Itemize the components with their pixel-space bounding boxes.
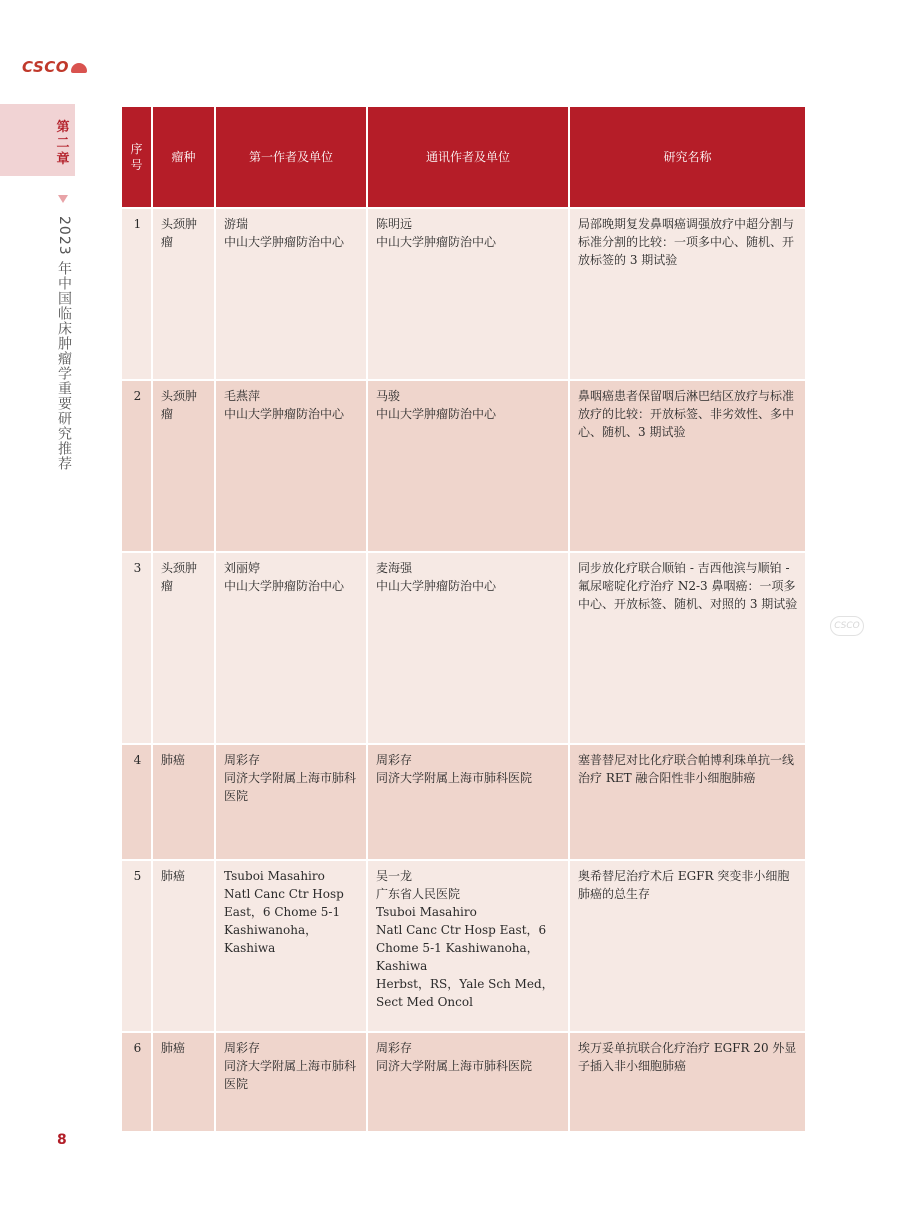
- cell-corresponding-author-line: 中山大学肿瘤防治中心: [376, 407, 497, 421]
- cell-index: 5: [122, 861, 153, 1033]
- cell-corresponding-author-line: 同济大学附属上海市肺科医院: [376, 771, 533, 785]
- cell-corresponding-author-line: 马骏: [376, 389, 401, 403]
- table-row: [122, 553, 807, 745]
- cell-corresponding-author: [368, 553, 570, 745]
- cell-first-author: [216, 861, 368, 1033]
- header-tumor: 瘤种: [153, 107, 216, 209]
- cell-first-author: [216, 553, 368, 745]
- cell-first-author-line: 同济大学附属上海市肺科医院: [224, 771, 357, 803]
- cell-first-author-line: 中山大学肿瘤防治中心: [224, 579, 345, 593]
- logo-mark-icon: [71, 63, 87, 73]
- cell-tumor: 头颈肿瘤: [153, 209, 216, 381]
- cell-corresponding-author-line: Tsuboi Masahiro: [376, 905, 477, 919]
- cell-index: 1: [122, 209, 153, 381]
- cell-study-name: 奥希替尼治疗术后 EGFR 突变非小细胞肺癌的总生存: [570, 861, 807, 1033]
- cell-first-author-line: 同济大学附属上海市肺科医院: [224, 1059, 357, 1091]
- cell-first-author-line: Natl Canc Ctr Hosp East，6 Chome 5-1 Kashiwanoha，Kashiwa: [224, 887, 344, 955]
- table-row: [122, 209, 807, 381]
- triangle-marker-icon: [58, 195, 68, 203]
- cell-study-name: 局部晚期复发鼻咽癌调强放疗中超分割与标准分割的比较：一项多中心、随机、开放标签的 3 期试验: [570, 209, 807, 381]
- cell-first-author-line: 游瑞: [224, 217, 249, 231]
- cell-corresponding-author-line: Herbst，RS，Yale Sch Med，Sect Med Oncol: [376, 977, 554, 1009]
- cell-tumor: 肺癌: [153, 745, 216, 861]
- cell-study-name: 塞普替尼对比化疗联合帕博利珠单抗一线治疗 RET 融合阳性非小细胞肺癌: [570, 745, 807, 861]
- running-title: 2023 年中国临床肿瘤学重要研究推荐: [56, 216, 72, 472]
- cell-index: 3: [122, 553, 153, 745]
- cell-first-author-line: Tsuboi Masahiro: [224, 869, 325, 883]
- table-row: [122, 381, 807, 553]
- cell-first-author-line: 中山大学肿瘤防治中心: [224, 235, 345, 249]
- cell-corresponding-author: [368, 381, 570, 553]
- cell-corresponding-author-line: 同济大学附属上海市肺科医院: [376, 1059, 533, 1073]
- cell-corresponding-author-line: 中山大学肿瘤防治中心: [376, 235, 497, 249]
- cell-first-author-line: 周彩存: [224, 1041, 261, 1055]
- page-number: 8: [57, 1132, 67, 1148]
- cell-study-name: 同步放化疗联合顺铂 - 吉西他滨与顺铂 - 氟尿嘧啶化疗治疗 N2-3 鼻咽癌：一项多中心、开放标签、随机、对照的 3 期试验: [570, 553, 807, 745]
- cell-index: 4: [122, 745, 153, 861]
- cell-study-name: 鼻咽癌患者保留咽后淋巴结区放疗与标准放疗的比较：开放标签、非劣效性、多中心、随机、3 期试验: [570, 381, 807, 553]
- cell-first-author-line: 刘丽婷: [224, 561, 261, 575]
- table-row: [122, 1033, 807, 1133]
- table-row: [122, 861, 807, 1033]
- table-body: [122, 209, 807, 1133]
- cell-first-author: [216, 209, 368, 381]
- cell-tumor: 头颈肿瘤: [153, 553, 216, 745]
- cell-first-author-line: 周彩存: [224, 753, 261, 767]
- cell-first-author-line: 中山大学肿瘤防治中心: [224, 407, 345, 421]
- cell-corresponding-author-line: 周彩存: [376, 1041, 413, 1055]
- cell-first-author: [216, 1033, 368, 1133]
- cell-index: 6: [122, 1033, 153, 1133]
- header-study-name: 研究名称: [570, 107, 807, 209]
- table-header-row: [122, 107, 807, 209]
- table-row: [122, 745, 807, 861]
- chapter-label: 第二章: [56, 120, 70, 167]
- cell-index: 2: [122, 381, 153, 553]
- cell-study-name: 埃万妥单抗联合化疗治疗 EGFR 20 外显子插入非小细胞肺癌: [570, 1033, 807, 1133]
- study-table: [122, 107, 807, 1133]
- cell-tumor: 肺癌: [153, 1033, 216, 1133]
- cell-corresponding-author-line: 麦海强: [376, 561, 413, 575]
- cell-corresponding-author: [368, 209, 570, 381]
- logo-text: CSCO: [22, 58, 70, 76]
- cell-corresponding-author: [368, 745, 570, 861]
- cell-corresponding-author-line: 广东省人民医院: [376, 887, 461, 901]
- cell-first-author-line: 毛燕萍: [224, 389, 261, 403]
- header-first-author: 第一作者及单位: [216, 107, 368, 209]
- cell-corresponding-author: [368, 861, 570, 1033]
- cell-first-author: [216, 381, 368, 553]
- watermark-icon: CSCO: [830, 616, 864, 636]
- cell-corresponding-author-line: 中山大学肿瘤防治中心: [376, 579, 497, 593]
- header-corresponding-author: 通讯作者及单位: [368, 107, 570, 209]
- cell-corresponding-author-line: 陈明远: [376, 217, 413, 231]
- cell-corresponding-author: [368, 1033, 570, 1133]
- cell-first-author: [216, 745, 368, 861]
- header-index-text: 序号: [130, 142, 143, 172]
- cell-corresponding-author-line: 吴一龙: [376, 869, 413, 883]
- cell-corresponding-author-line: Natl Canc Ctr Hosp East，6 Chome 5-1 Kashiwanoha，Kashiwa: [376, 923, 547, 973]
- csco-logo: [22, 58, 87, 76]
- cell-tumor: 头颈肿瘤: [153, 381, 216, 553]
- cell-tumor: 肺癌: [153, 861, 216, 1033]
- cell-corresponding-author-line: 周彩存: [376, 753, 413, 767]
- header-index: [122, 107, 153, 209]
